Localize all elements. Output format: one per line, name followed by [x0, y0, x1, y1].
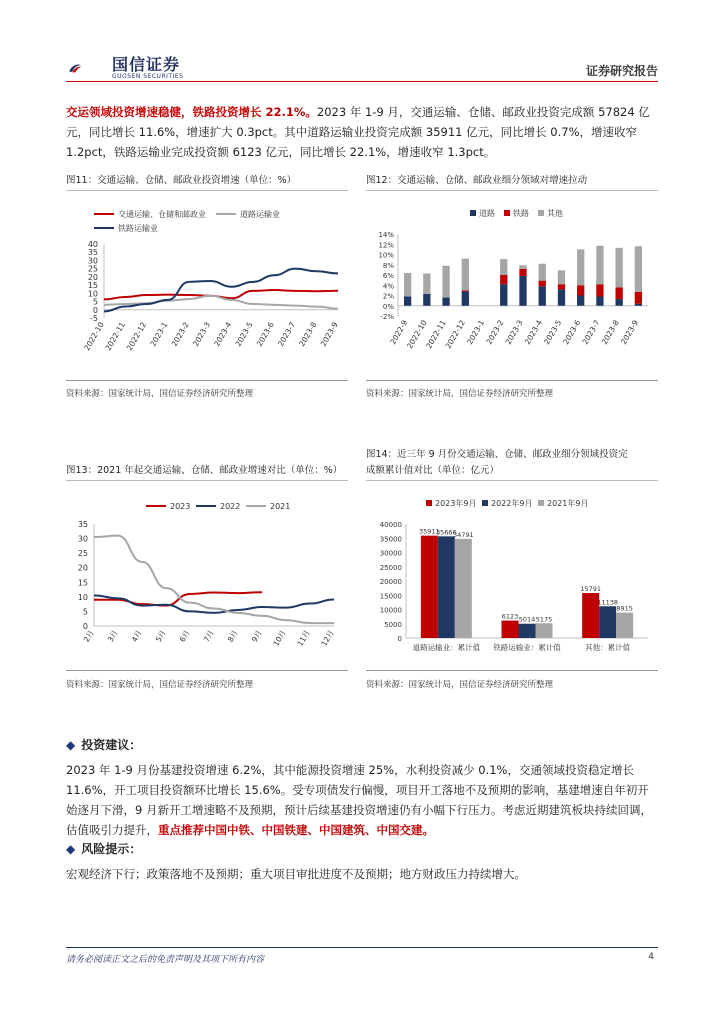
legend-label: 交通运输、仓储和邮政业 — [118, 210, 206, 219]
diamond-bullet-icon: ◆ — [66, 842, 76, 856]
brand-name-en: GUOSEN SECURITIES — [112, 73, 184, 80]
footer-divider — [66, 947, 658, 948]
bar-其他 — [539, 264, 546, 281]
bar-道路 — [558, 289, 565, 305]
chart13-caption: 图13：2021 年起交通运输、仓储、邮政业增速对比（单位：%） — [66, 465, 343, 476]
y-tick-label: 6% — [382, 272, 394, 280]
x-tick-label: 2023-5 — [233, 320, 255, 349]
intro-body: 2023 年 1-9 月，交通运输、仓储、邮政业投资完成额 57824 亿元，同比增长 11.6%，增速扩大 0.3pct。其中道路运输业投资完成额 35911 亿元，同比增长 0.7%，增速收窄 1.2pct，铁路运输业完成投资额 6123 亿元，同比增长 22.1%，增速收窄 1.3pct。 — [66, 105, 650, 159]
legend-swatch — [426, 500, 432, 506]
data-label: 35666 — [435, 528, 457, 537]
bar-其他 — [423, 273, 430, 294]
x-tick-label: 2022-9 — [388, 318, 410, 347]
data-label: 5175 — [535, 615, 553, 624]
data-label: 5014 — [518, 615, 536, 624]
x-tick-label: 12月 — [319, 628, 336, 648]
data-label: 34791 — [452, 530, 474, 539]
x-tick-label: 2022-10 — [405, 318, 429, 351]
chart12-caption: 图12：交通运输、仓储、邮政业细分领域对增速拉动 — [366, 175, 588, 186]
y-tick-label: 35 — [87, 248, 98, 258]
y-tick-label: 25000 — [379, 563, 402, 572]
y-tick-label: 10% — [378, 251, 394, 260]
bar-其他 — [635, 246, 642, 292]
chart12-source: 资料来源：国家统计局，国信证券经济研究所整理 — [366, 389, 554, 399]
chart11-source: 资料来源：国家统计局，国信证券经济研究所整理 — [66, 389, 254, 399]
y-tick-label: 0 — [397, 635, 402, 643]
x-tick-label: 6月 — [177, 628, 192, 644]
brand-name: 国信证券 — [112, 55, 181, 74]
y-tick-label: 20 — [87, 272, 98, 282]
bar-铁路 — [539, 281, 546, 287]
bar-其他 — [577, 249, 584, 285]
x-tick-label: 5月 — [153, 628, 168, 644]
bar-道路 — [404, 297, 411, 306]
x-tick-label: 2023-9 — [619, 318, 641, 347]
x-tick-label: 2022-11 — [424, 318, 448, 351]
bar-道路 — [616, 299, 623, 306]
bar-铁路 — [500, 275, 507, 284]
y-tick-label: 40 — [87, 240, 98, 249]
chart14-bottom-line — [366, 670, 658, 671]
x-tick-label: 2023-8 — [297, 320, 319, 349]
y-tick-label: 15 — [77, 578, 88, 588]
chart11 — [66, 196, 348, 376]
y-tick-label: 25 — [87, 264, 98, 274]
legend-label: 道路 — [479, 209, 495, 218]
legend-label: 2023年9月 — [435, 499, 477, 508]
chart12 — [366, 196, 658, 376]
bar-其他 — [596, 246, 603, 284]
bar-道路 — [519, 276, 526, 306]
chart13-bottom-line — [66, 670, 348, 671]
x-tick-label: 2022-10 — [82, 320, 106, 353]
x-tick-label: 2023-7 — [276, 320, 298, 349]
chart11-caption: 图11：交通运输、仓储、邮政业投资增速（单位：%） — [66, 175, 297, 186]
legend-label: 2021 — [270, 502, 291, 511]
legend-swatch — [482, 500, 488, 506]
x-tick-label: 道路运输业：累计值 — [412, 643, 481, 652]
bar-道路 — [539, 286, 546, 305]
page-number: 4 — [648, 952, 654, 962]
y-tick-label: 4% — [382, 282, 394, 291]
chart13-source: 资料来源：国家统计局，国信证券经济研究所整理 — [66, 680, 254, 690]
risk-heading: ◆ 风险提示： — [66, 842, 142, 856]
chart13-caption-line — [66, 480, 348, 481]
chart11-bottom-line — [66, 380, 348, 381]
chart14-caption-1: 图14：近三年 9 月份交通运输、仓储、邮政业细分领域投资完 — [366, 449, 628, 460]
legend-label: 2021年9月 — [547, 499, 589, 508]
x-tick-label: 2023-9 — [318, 320, 340, 349]
bar-其他 — [500, 259, 507, 275]
bar-其他 — [442, 266, 449, 298]
bar-铁路 — [596, 284, 603, 296]
x-tick-label: 2023-4 — [522, 318, 544, 347]
chart11-caption-line — [66, 190, 348, 191]
advice-paragraph — [66, 760, 658, 840]
risk-body: 宏观经济下行；政策落地不及预期；重大项目审批进度不及预期；地方财政压力持续增大。 — [66, 867, 526, 881]
bar-道路 — [635, 304, 642, 306]
bar-道路 — [423, 294, 430, 306]
legend-label: 道路运输业 — [240, 210, 280, 219]
x-tick-label: 2023-3 — [503, 318, 525, 347]
x-tick-label: 4月 — [129, 628, 144, 644]
x-tick-label: 2023-5 — [542, 318, 564, 347]
bar-其他 — [519, 265, 526, 269]
series-line-2021 — [94, 536, 334, 623]
y-tick-label: 5 — [82, 607, 88, 617]
x-tick-label: 2022-12 — [124, 320, 149, 353]
bar-铁路 — [558, 284, 565, 289]
bar-其他 — [558, 270, 565, 284]
advice-highlight: 重点推荐中国中铁、中国铁建、中国建筑、中国交建。 — [158, 823, 434, 837]
header-divider — [66, 81, 658, 82]
data-label: 11138 — [597, 598, 619, 607]
legend-swatch — [470, 210, 476, 216]
x-tick-label: 3月 — [105, 628, 120, 644]
y-tick-label: 30000 — [379, 549, 402, 558]
x-tick-label: 2023-2 — [169, 320, 191, 349]
legend-swatch — [538, 500, 544, 506]
x-tick-label: 7月 — [201, 628, 216, 644]
y-tick-label: 8% — [382, 261, 394, 270]
bar-其他 — [462, 259, 469, 291]
data-label: 15791 — [580, 584, 602, 593]
x-tick-label: 2023-7 — [580, 318, 602, 347]
x-tick-label: 2023-6 — [561, 318, 583, 347]
data-label: 8915 — [616, 604, 633, 613]
chart12-caption-line — [366, 190, 658, 191]
x-tick-label: 8月 — [225, 628, 240, 644]
x-tick-label: 2022-12 — [443, 318, 468, 351]
chart14-caption-line — [366, 480, 658, 481]
diamond-bullet-icon: ◆ — [66, 738, 76, 752]
y-tick-label: 10 — [87, 289, 98, 299]
y-tick-label: 30 — [87, 256, 98, 266]
bar-2021年9月 — [616, 613, 633, 638]
series-line-2022 — [94, 595, 334, 612]
bar-2021年9月 — [536, 623, 553, 638]
bar-2023年9月 — [502, 621, 519, 638]
report-type: 证券研究报告 — [585, 64, 658, 78]
y-tick-label: 35 — [77, 520, 88, 529]
y-tick-label: 0% — [382, 302, 394, 311]
x-tick-label: 2023-8 — [599, 318, 621, 347]
bar-铁路 — [462, 290, 469, 291]
legend-swatch — [538, 210, 544, 216]
bar-道路 — [577, 296, 584, 306]
y-tick-label: 15 — [87, 281, 98, 291]
legend-label: 2023 — [170, 502, 191, 511]
legend-label: 铁路运输业 — [118, 224, 158, 233]
y-tick-label: 10000 — [379, 606, 402, 615]
bar-铁路 — [519, 269, 526, 276]
bar-2022年9月 — [599, 606, 616, 638]
bar-道路 — [596, 297, 603, 306]
x-tick-label: 10月 — [271, 628, 288, 648]
x-tick-label: 2023-1 — [465, 318, 487, 347]
y-tick-label: 5 — [92, 297, 98, 307]
legend-label: 2022 — [220, 502, 241, 511]
series-line-道路运输业 — [104, 296, 338, 309]
bar-其他 — [404, 273, 411, 297]
x-tick-label: 9月 — [249, 628, 264, 644]
legend-label: 2022年9月 — [491, 499, 533, 508]
bar-2022年9月 — [438, 536, 455, 638]
data-label: 35911 — [418, 527, 440, 536]
x-tick-label: 2023-4 — [212, 320, 234, 349]
bar-铁路 — [577, 285, 584, 295]
x-tick-label: 2023-3 — [191, 320, 213, 349]
x-tick-label: 2022-11 — [103, 320, 128, 353]
bar-铁路 — [616, 287, 623, 299]
y-tick-label: 35000 — [379, 535, 402, 544]
y-tick-label: 0 — [82, 622, 88, 631]
bar-2021年9月 — [455, 539, 472, 638]
bar-道路 — [442, 298, 449, 306]
x-tick-label: 2023-6 — [254, 320, 276, 349]
y-tick-label: 14% — [378, 231, 394, 239]
y-tick-label: 5000 — [384, 620, 402, 629]
y-tick-label: 30 — [77, 534, 88, 544]
legend-label: 铁路 — [513, 209, 529, 218]
y-tick-label: 25 — [77, 549, 88, 559]
y-tick-label: 12% — [378, 241, 394, 250]
y-tick-label: 2% — [382, 292, 394, 301]
x-tick-label: 铁路运输业：累计值 — [493, 643, 561, 652]
y-tick-label: 15000 — [379, 592, 402, 601]
y-tick-label: 20000 — [379, 578, 402, 586]
y-tick-label: -5 — [90, 314, 98, 323]
chart13 — [66, 486, 348, 666]
bar-其他 — [616, 248, 623, 287]
data-label: 6123 — [501, 612, 519, 621]
x-tick-label: 其他：累计值 — [585, 643, 631, 652]
legend-swatch — [504, 210, 510, 216]
advice-body: 2023 年 1-9 月份基建投资增速 6.2%，其中能源投资增速 25%，水利投资减少 0.1%，交通领域投资稳定增长 11.6%，开工项目投资额环比增长 15.6%。受专项债发行偏慢，项目开工落地不及预期的影响，基建增速自年初开始逐月下滑，9 月新开工增速略不及预期，预计后续基建投资增速仍有小幅下行压力。考虑近期建筑板块持续回调，估值吸引力提升， — [66, 763, 652, 837]
chart14-caption-2: 成额累计值对比（单位：亿元） — [366, 465, 500, 476]
x-tick-label: 2023-1 — [148, 320, 170, 349]
bar-2023年9月 — [421, 536, 438, 638]
y-tick-label: 40000 — [379, 521, 402, 529]
advice-heading: ◆ 投资建议： — [66, 738, 142, 752]
bar-2022年9月 — [519, 624, 536, 638]
y-tick-label: 0 — [92, 305, 98, 315]
bar-铁路 — [635, 292, 642, 304]
chart14 — [366, 486, 658, 666]
x-tick-label: 11月 — [295, 628, 312, 648]
intro-paragraph — [66, 102, 658, 162]
y-tick-label: -2% — [380, 313, 394, 321]
bar-道路 — [500, 284, 507, 306]
y-tick-label: 20 — [77, 563, 88, 573]
bar-道路 — [462, 291, 469, 305]
x-tick-label: 2023-2 — [484, 318, 506, 347]
x-tick-label: 2月 — [81, 628, 96, 644]
chart14-source: 资料来源：国家统计局，国信证券经济研究所整理 — [366, 680, 554, 690]
legend-label: 其他 — [547, 209, 563, 218]
intro-lead: 交运领域投资增速稳健，铁路投资增长 22.1%。 — [66, 105, 317, 119]
y-tick-label: 10 — [77, 592, 88, 602]
chart12-bottom-line — [366, 380, 658, 381]
footer-disclaimer: 请务必阅读正文之后的免责声明及其项下所有内容 — [66, 955, 265, 965]
